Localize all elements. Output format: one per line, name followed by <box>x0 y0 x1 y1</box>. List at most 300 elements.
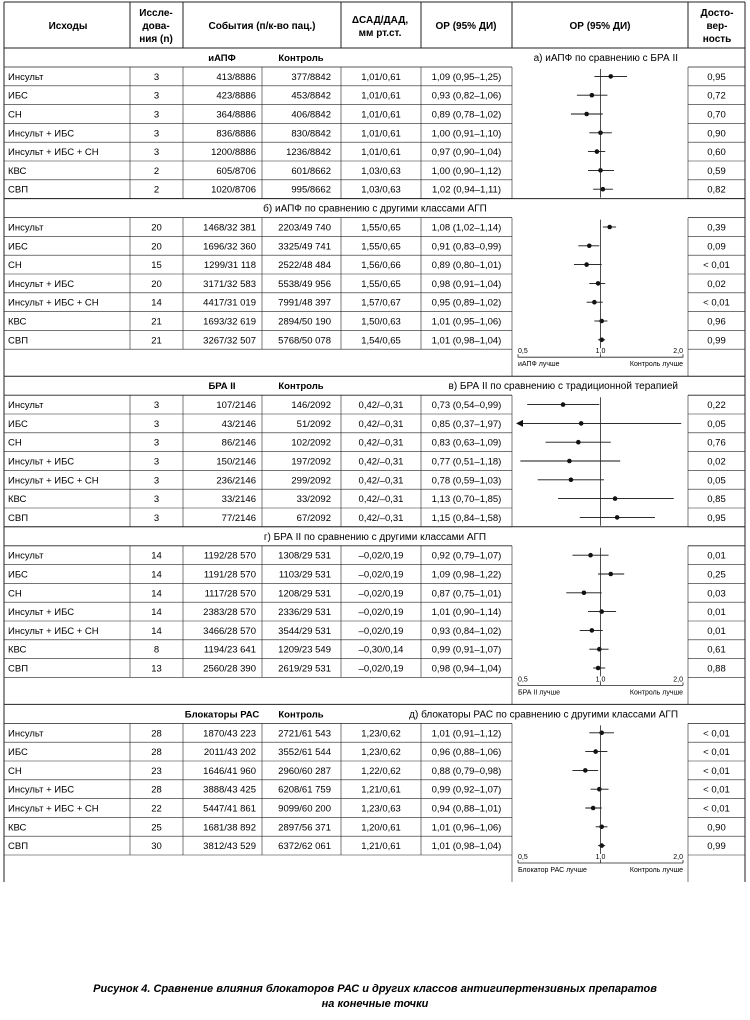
row-outcome-label: СН <box>8 437 22 449</box>
point-estimate <box>576 440 581 445</box>
row-studies-count: 3 <box>153 109 160 121</box>
row-outcome-label: СН <box>8 109 22 121</box>
row-odds-ratio-text: 1,00 (0,90–1,12) <box>431 165 502 177</box>
row-delta-bp: 0,42/–0,31 <box>358 456 404 468</box>
row-studies-count: 13 <box>151 663 162 675</box>
ci-truncation-arrow <box>516 420 523 427</box>
row-events-control: 1308/29 531 <box>278 550 331 562</box>
row-significance: 0,03 <box>707 588 726 600</box>
section-title: б) иАПФ по сравнению с другими классами АГП <box>263 203 487 215</box>
row-odds-ratio-text: 0,93 (0,82–1,06) <box>431 90 502 102</box>
row-significance: 0,39 <box>707 222 726 234</box>
section-title: г) БРА II по сравнению с другими классами АГП <box>263 531 487 543</box>
point-estimate <box>607 225 612 230</box>
row-events-treatment: 3888/43 425 <box>203 784 256 796</box>
row-events-treatment: 1693/32 619 <box>203 316 256 328</box>
row-significance: 0,05 <box>707 418 726 430</box>
header-signif-2: вер- <box>706 21 728 32</box>
row-significance: < 0,01 <box>703 728 730 740</box>
row-events-control: 1103/29 531 <box>278 569 331 581</box>
row-significance: 0,95 <box>707 512 726 524</box>
row-events-treatment: 1681/38 892 <box>203 822 256 834</box>
header-events: События (п/к-во пац.) <box>208 21 316 32</box>
row-studies-count: 14 <box>151 588 162 600</box>
row-studies-count: 28 <box>151 784 162 796</box>
row-outcome-label: Инсульт + ИБС + СН <box>8 803 99 815</box>
row-studies-count: 20 <box>151 222 162 234</box>
row-delta-bp: –0,02/0,19 <box>358 588 404 600</box>
section-col1-label: иАПФ <box>208 53 236 64</box>
row-events-treatment: 86/2146 <box>221 437 256 449</box>
row-outcome-label: Инсульт + ИБС + СН <box>8 475 99 487</box>
row-studies-count: 28 <box>151 747 162 759</box>
row-odds-ratio-text: 0,87 (0,75–1,01) <box>431 588 502 600</box>
point-estimate <box>608 74 613 79</box>
row-odds-ratio-text: 0,85 (0,37–1,97) <box>431 418 502 430</box>
row-delta-bp: 1,56/0,66 <box>361 260 401 272</box>
row-events-control: 377/8842 <box>291 71 331 83</box>
row-studies-count: 14 <box>151 550 162 562</box>
row-significance: 0,88 <box>707 663 726 675</box>
row-delta-bp: 1,23/0,62 <box>361 747 401 759</box>
forest-axis-tick-label: 1,0 <box>595 854 606 861</box>
row-studies-count: 2 <box>153 165 160 177</box>
row-significance: 0,99 <box>707 841 726 853</box>
header-or-plot: ОР (95% ДИ) <box>569 21 631 32</box>
row-outcome-label: КВС <box>8 165 27 177</box>
row-significance: 0,01 <box>707 607 726 619</box>
row-odds-ratio-text: 0,77 (0,51–1,18) <box>431 456 502 468</box>
point-estimate <box>590 93 595 98</box>
row-studies-count: 14 <box>151 297 162 309</box>
point-estimate <box>599 825 604 830</box>
row-odds-ratio-text: 0,91 (0,83–0,99) <box>431 241 502 253</box>
row-outcome-label: СН <box>8 588 22 600</box>
point-estimate <box>584 112 589 117</box>
row-significance: 0,25 <box>707 569 726 581</box>
row-studies-count: 3 <box>153 147 160 159</box>
row-delta-bp: 0,42/–0,31 <box>358 400 404 412</box>
row-significance: 0,59 <box>707 165 726 177</box>
point-estimate <box>599 731 604 736</box>
row-delta-bp: 1,57/0,67 <box>361 297 401 309</box>
row-events-control: 830/8842 <box>291 128 331 140</box>
row-significance: < 0,01 <box>703 765 730 777</box>
point-estimate <box>590 628 595 633</box>
row-delta-bp: 1,01/0,61 <box>361 90 401 102</box>
section-title: д) блокаторы РАС по сравнению с другими классами АГП <box>409 709 678 721</box>
row-delta-bp: –0,02/0,19 <box>358 550 404 562</box>
row-outcome-label: КВС <box>8 494 27 506</box>
row-events-treatment: 1200/8886 <box>211 147 256 159</box>
section-col1-label: Блокаторы РАС <box>184 709 260 721</box>
row-delta-bp: 0,42/–0,31 <box>358 475 404 487</box>
row-events-control: 5538/49 956 <box>278 278 331 290</box>
row-odds-ratio-text: 1,01 (0,96–1,06) <box>431 822 502 834</box>
point-estimate <box>583 768 588 773</box>
row-events-control: 3552/61 544 <box>278 747 331 759</box>
header-or: ОР (95% ДИ) <box>435 21 497 32</box>
row-events-treatment: 2011/43 202 <box>203 747 256 759</box>
row-studies-count: 20 <box>151 278 162 290</box>
row-events-control: 406/8842 <box>291 109 331 121</box>
forest-axis-tick-label: 0,5 <box>518 854 528 861</box>
point-estimate <box>588 553 593 558</box>
row-outcome-label: Инсульт + ИБС <box>8 278 75 290</box>
row-events-control: 3325/49 741 <box>278 241 331 253</box>
row-significance: 0,95 <box>707 71 726 83</box>
row-events-control: 5768/50 078 <box>278 335 331 347</box>
row-odds-ratio-text: 0,99 (0,92–1,07) <box>431 784 502 796</box>
row-delta-bp: 1,21/0,61 <box>361 784 401 796</box>
row-studies-count: 3 <box>153 456 160 468</box>
row-outcome-label: СВП <box>8 512 29 524</box>
row-significance: 0,82 <box>707 184 726 196</box>
row-events-control: 1209/23 549 <box>278 644 331 656</box>
forest-axis-tick-label: 1,0 <box>595 348 606 356</box>
row-odds-ratio-text: 0,95 (0,89–1,02) <box>431 297 502 309</box>
row-odds-ratio-text: 1,01 (0,90–1,14) <box>431 607 502 619</box>
row-delta-bp: 0,42/–0,31 <box>358 437 404 449</box>
point-estimate <box>597 647 602 652</box>
row-events-control: 33/2092 <box>296 494 331 506</box>
header-studies-2: дова- <box>142 21 170 32</box>
row-outcome-label: СВП <box>8 184 29 196</box>
row-delta-bp: 0,42/–0,31 <box>358 418 404 430</box>
row-events-treatment: 236/2146 <box>216 475 256 487</box>
row-events-control: 6372/62 061 <box>278 841 331 853</box>
forest-axis-right-label: Контроль лучше <box>629 867 683 874</box>
row-outcome-label: Инсульт <box>8 728 44 740</box>
header-delta-2: мм рт.ст. <box>358 28 402 39</box>
row-odds-ratio-text: 1,08 (1,02–1,14) <box>431 222 502 234</box>
point-estimate <box>597 787 602 792</box>
row-odds-ratio-text: 1,01 (0,98–1,04) <box>431 841 502 853</box>
row-odds-ratio-text: 0,96 (0,88–1,06) <box>431 747 502 759</box>
row-events-treatment: 413/8886 <box>216 71 256 83</box>
row-studies-count: 3 <box>153 90 160 102</box>
row-studies-count: 3 <box>153 512 160 524</box>
row-studies-count: 8 <box>153 644 160 656</box>
row-delta-bp: –0,30/0,14 <box>358 644 404 656</box>
row-outcome-label: ИБС <box>8 747 28 759</box>
section-title: в) БРА II по сравнению с традиционной терапией <box>448 381 678 393</box>
row-delta-bp: 1,23/0,62 <box>361 728 401 740</box>
row-outcome-label: Инсульт + ИБС <box>8 784 75 796</box>
row-outcome-label: Инсульт + ИБС + СН <box>8 297 99 309</box>
point-estimate <box>561 402 566 407</box>
row-outcome-label: СВП <box>8 841 29 853</box>
row-odds-ratio-text: 1,00 (0,91–1,10) <box>431 128 502 140</box>
row-significance: 0,90 <box>707 822 726 834</box>
row-odds-ratio-text: 1,09 (0,98–1,22) <box>431 569 502 581</box>
row-delta-bp: 0,42/–0,31 <box>358 494 404 506</box>
row-significance: 0,02 <box>707 278 726 290</box>
row-significance: 0,72 <box>707 90 726 102</box>
row-events-treatment: 1194/23 641 <box>203 644 256 656</box>
forest-axis-left-label: иАПФ лучше <box>518 361 560 369</box>
section-col2-label: Контроль <box>278 53 324 64</box>
caption-line-1: Рисунок 4. Сравнение влияния блокаторов РАС и других классов антигипертензивных препаратов <box>93 983 657 995</box>
forest-axis-tick-label: 0,5 <box>518 676 528 684</box>
header-signif-3: ность <box>702 34 732 45</box>
row-odds-ratio-text: 0,89 (0,78–1,02) <box>431 109 502 121</box>
row-events-treatment: 3267/32 507 <box>203 335 256 347</box>
point-estimate <box>579 421 584 426</box>
forest-axis-left-label: БРА II лучше <box>518 689 560 697</box>
row-odds-ratio-text: 1,01 (0,95–1,06) <box>431 316 502 328</box>
row-delta-bp: 1,03/0,63 <box>361 184 401 196</box>
row-delta-bp: 1,50/0,63 <box>361 316 401 328</box>
forest-axis-tick-label: 2,0 <box>673 854 683 861</box>
row-outcome-label: Инсульт + ИБС + СН <box>8 625 99 637</box>
row-odds-ratio-text: 1,02 (0,94–1,11) <box>431 184 502 196</box>
row-odds-ratio-text: 0,88 (0,79–0,98) <box>431 765 502 777</box>
row-outcome-label: ИБС <box>8 418 28 430</box>
row-significance: < 0,01 <box>703 747 730 759</box>
row-delta-bp: –0,02/0,19 <box>358 625 404 637</box>
row-events-control: 2721/61 543 <box>278 728 331 740</box>
point-estimate <box>601 187 606 192</box>
table-header <box>49 8 734 45</box>
section-col1-label: БРА II <box>208 381 236 393</box>
row-events-control: 2960/60 287 <box>278 765 331 777</box>
row-events-treatment: 33/2146 <box>221 494 256 506</box>
row-delta-bp: 1,01/0,61 <box>361 71 401 83</box>
row-outcome-label: СВП <box>8 663 29 675</box>
row-studies-count: 21 <box>151 316 162 328</box>
row-events-treatment: 1870/43 223 <box>203 728 256 740</box>
point-estimate <box>587 244 592 249</box>
row-significance: < 0,01 <box>703 260 730 272</box>
row-events-treatment: 1468/32 381 <box>203 222 256 234</box>
row-events-treatment: 2383/28 570 <box>203 607 256 619</box>
point-estimate <box>584 262 589 267</box>
point-estimate <box>569 478 574 483</box>
row-significance: 0,85 <box>707 494 726 506</box>
row-outcome-label: КВС <box>8 316 27 328</box>
row-studies-count: 15 <box>151 260 162 272</box>
row-events-control: 2894/50 190 <box>278 316 331 328</box>
row-odds-ratio-text: 1,15 (0,84–1,58) <box>431 512 502 524</box>
row-events-treatment: 364/8886 <box>216 109 256 121</box>
row-significance: < 0,01 <box>703 784 730 796</box>
row-studies-count: 22 <box>151 803 162 815</box>
point-estimate <box>596 281 601 286</box>
row-delta-bp: 1,22/0,62 <box>361 765 401 777</box>
row-delta-bp: 1,20/0,61 <box>361 822 401 834</box>
row-odds-ratio-text: 0,98 (0,91–1,04) <box>431 278 502 290</box>
row-studies-count: 20 <box>151 241 162 253</box>
row-delta-bp: 1,55/0,65 <box>361 278 401 290</box>
row-significance: < 0,01 <box>703 297 730 309</box>
section-title: а) иАПФ по сравнению с БРА II <box>533 53 678 64</box>
caption-line-2: на конечные точки <box>321 998 429 1010</box>
row-events-control: 453/8842 <box>291 90 331 102</box>
row-significance: 0,05 <box>707 475 726 487</box>
header-studies-3: ния (n) <box>139 34 173 45</box>
row-events-treatment: 3171/32 583 <box>203 278 256 290</box>
row-events-control: 2897/56 371 <box>278 822 331 834</box>
row-odds-ratio-text: 0,97 (0,90–1,04) <box>431 147 502 159</box>
row-events-treatment: 3812/43 529 <box>203 841 256 853</box>
row-delta-bp: 1,23/0,63 <box>361 803 401 815</box>
row-studies-count: 3 <box>153 494 160 506</box>
row-events-control: 67/2092 <box>296 512 331 524</box>
header-delta-1: ΔСАД/ДАД, <box>351 15 409 26</box>
table-body <box>4 2 745 882</box>
point-estimate <box>615 515 620 520</box>
row-delta-bp: 1,21/0,61 <box>361 841 401 853</box>
forest-axis-tick-label: 0,5 <box>518 348 528 356</box>
point-estimate <box>596 666 601 671</box>
row-events-control: 2336/29 531 <box>278 607 331 619</box>
row-significance: 0,09 <box>707 241 726 253</box>
point-estimate <box>592 300 597 305</box>
row-events-treatment: 4417/31 019 <box>203 297 256 309</box>
row-events-treatment: 1191/28 570 <box>203 569 256 581</box>
row-significance: 0,01 <box>707 550 726 562</box>
point-estimate <box>567 459 572 464</box>
row-events-treatment: 1646/41 960 <box>203 765 256 777</box>
row-odds-ratio-text: 0,78 (0,59–1,03) <box>431 475 502 487</box>
row-events-treatment: 423/8886 <box>216 90 256 102</box>
row-studies-count: 28 <box>151 728 162 740</box>
point-estimate <box>599 338 604 343</box>
row-delta-bp: 1,55/0,65 <box>361 222 401 234</box>
row-studies-count: 14 <box>151 625 162 637</box>
point-estimate <box>582 591 587 596</box>
row-outcome-label: Инсульт + ИБС <box>8 456 75 468</box>
row-events-control: 197/2092 <box>291 456 331 468</box>
row-odds-ratio-text: 0,98 (0,94–1,04) <box>431 663 502 675</box>
forest-axis-tick-label: 2,0 <box>673 348 683 356</box>
row-delta-bp: 1,54/0,65 <box>361 335 401 347</box>
row-outcome-label: Инсульт <box>8 222 44 234</box>
row-outcome-label: СН <box>8 260 22 272</box>
row-delta-bp: 1,03/0,63 <box>361 165 401 177</box>
row-outcome-label: Инсульт + ИБС <box>8 607 75 619</box>
row-odds-ratio-text: 0,83 (0,63–1,09) <box>431 437 502 449</box>
row-studies-count: 3 <box>153 418 160 430</box>
row-outcome-label: Инсульт <box>8 400 44 412</box>
row-events-treatment: 3466/28 570 <box>203 625 256 637</box>
row-significance: 0,96 <box>707 316 726 328</box>
row-events-control: 7991/48 397 <box>278 297 331 309</box>
row-odds-ratio-text: 1,01 (0,98–1,04) <box>431 335 502 347</box>
row-studies-count: 3 <box>153 475 160 487</box>
row-events-treatment: 5447/41 861 <box>203 803 256 815</box>
row-studies-count: 3 <box>153 128 160 140</box>
row-studies-count: 21 <box>151 335 162 347</box>
row-events-control: 51/2092 <box>296 418 331 430</box>
row-events-control: 2619/29 531 <box>278 663 331 675</box>
row-significance: 0,76 <box>707 437 726 449</box>
row-events-treatment: 1696/32 360 <box>203 241 256 253</box>
row-events-treatment: 1192/28 570 <box>203 550 256 562</box>
row-events-control: 3544/29 531 <box>278 625 331 637</box>
row-delta-bp: 1,01/0,61 <box>361 109 401 121</box>
row-events-treatment: 1117/28 570 <box>204 588 256 600</box>
forest-axis-left-label: Блокатор РАС лучше <box>518 867 587 874</box>
header-signif-1: Досто- <box>700 8 734 19</box>
row-events-control: 2522/48 484 <box>278 260 331 272</box>
row-odds-ratio-text: 1,01 (0,91–1,12) <box>431 728 502 740</box>
row-events-control: 1236/8842 <box>286 147 331 159</box>
row-outcome-label: ИБС <box>8 569 28 581</box>
row-studies-count: 14 <box>151 607 162 619</box>
point-estimate <box>591 806 596 811</box>
row-delta-bp: 1,01/0,61 <box>361 128 401 140</box>
row-significance: 0,22 <box>707 400 726 412</box>
row-delta-bp: 1,55/0,65 <box>361 241 401 253</box>
row-delta-bp: –0,02/0,19 <box>358 663 404 675</box>
row-events-treatment: 1299/31 118 <box>203 260 256 272</box>
row-events-treatment: 2560/28 390 <box>203 663 256 675</box>
point-estimate <box>593 749 598 754</box>
row-events-treatment: 150/2146 <box>216 456 256 468</box>
row-odds-ratio-text: 0,94 (0,88–1,01) <box>431 803 502 815</box>
row-odds-ratio-text: 0,93 (0,84–1,02) <box>431 625 502 637</box>
row-studies-count: 3 <box>153 437 160 449</box>
figure-caption <box>93 983 657 1010</box>
row-odds-ratio-text: 0,73 (0,54–0,99) <box>431 400 502 412</box>
row-odds-ratio-text: 1,13 (0,70–1,85) <box>431 494 502 506</box>
forest-axis-tick-label: 1,0 <box>595 676 606 684</box>
row-studies-count: 2 <box>153 184 160 196</box>
point-estimate <box>599 843 604 848</box>
point-estimate <box>613 496 618 501</box>
row-delta-bp: –0,02/0,19 <box>358 607 404 619</box>
row-events-treatment: 1020/8706 <box>211 184 256 196</box>
row-significance: 0,90 <box>707 128 726 140</box>
row-events-control: 9099/60 200 <box>278 803 331 815</box>
row-outcome-label: Инсульт <box>8 71 44 83</box>
row-outcome-label: ИБС <box>8 90 28 102</box>
row-delta-bp: 0,42/–0,31 <box>358 512 404 524</box>
row-odds-ratio-text: 0,99 (0,91–1,07) <box>431 644 502 656</box>
row-events-treatment: 605/8706 <box>216 165 256 177</box>
row-studies-count: 30 <box>151 841 162 853</box>
row-events-control: 1208/29 531 <box>278 588 331 600</box>
row-outcome-label: СН <box>8 765 22 777</box>
row-events-control: 995/8662 <box>291 184 331 196</box>
row-significance: 0,02 <box>707 456 726 468</box>
row-outcome-label: Инсульт <box>8 550 44 562</box>
row-significance: 0,01 <box>707 625 726 637</box>
row-studies-count: 3 <box>153 71 160 83</box>
row-events-control: 6208/61 759 <box>278 784 331 796</box>
point-estimate <box>599 319 604 324</box>
row-outcome-label: Инсульт + ИБС <box>8 128 75 140</box>
row-events-control: 146/2092 <box>291 400 331 412</box>
row-significance: 0,60 <box>707 147 726 159</box>
section-col2-label: Контроль <box>278 709 324 721</box>
row-studies-count: 25 <box>151 822 162 834</box>
row-events-control: 102/2092 <box>291 437 331 449</box>
point-estimate <box>608 572 613 577</box>
point-estimate <box>595 149 600 154</box>
row-significance: < 0,01 <box>703 803 730 815</box>
row-significance: 0,70 <box>707 109 726 121</box>
header-outcomes: Исходы <box>48 21 88 32</box>
row-outcome-label: ИБС <box>8 241 28 253</box>
row-significance: 0,99 <box>707 335 726 347</box>
row-studies-count: 3 <box>153 400 160 412</box>
row-odds-ratio-text: 0,89 (0,80–1,01) <box>431 260 502 272</box>
row-events-treatment: 77/2146 <box>221 512 256 524</box>
forest-axis-right-label: Контроль лучше <box>629 689 683 697</box>
